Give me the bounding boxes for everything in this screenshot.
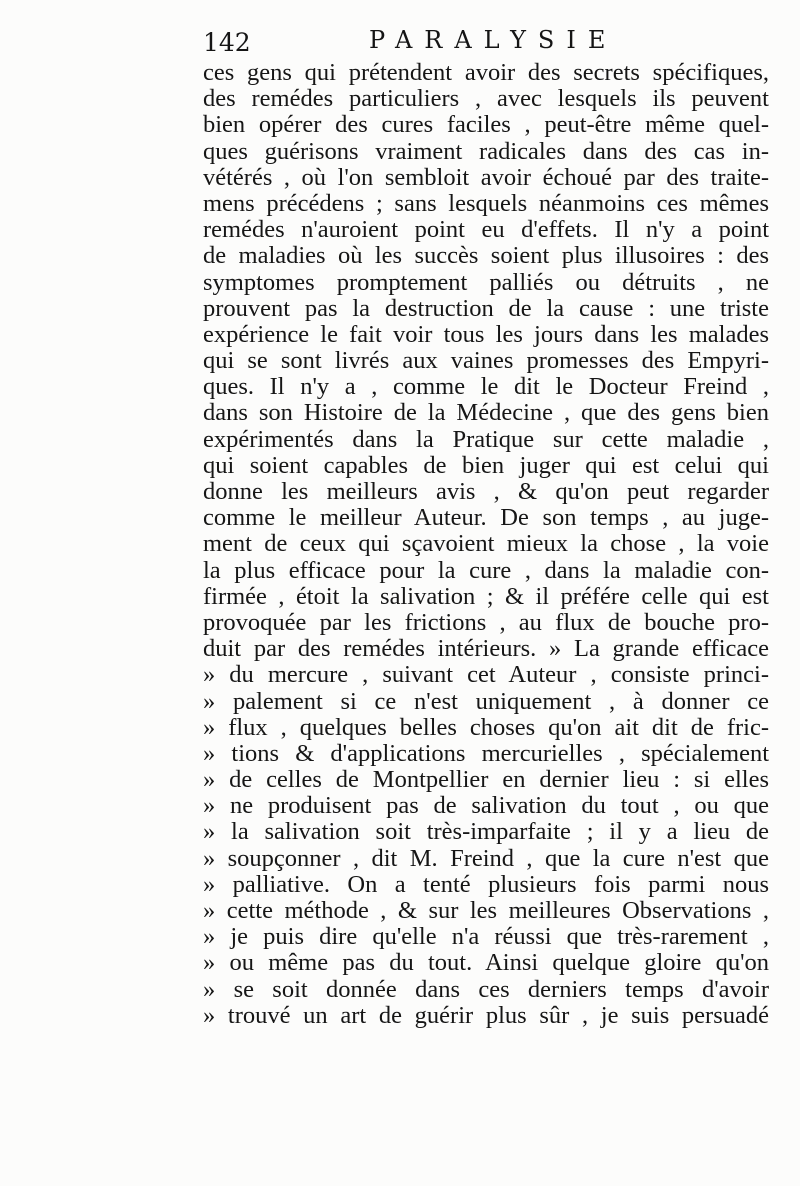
text-line: » soupçonner , dit M. Freind , que la cure n'est que: [203, 844, 769, 872]
text-line: mens précédens ; sans lesquels néanmoins ces mêmes: [203, 189, 769, 217]
text-line: firmée , étoit la salivation ; & il préfére celle qui est: [203, 582, 769, 610]
text-line: » du mercure , suivant cet Auteur , consiste princi-: [203, 661, 769, 689]
text-line: expérience le fait voir tous les jours dans les malades: [203, 320, 769, 348]
text-line: de maladies où les succès soient plus illusoires : des: [203, 242, 769, 270]
text-line: » palliative. On a tenté plusieurs fois parmi nous: [203, 870, 769, 898]
text-line: provoquée par les frictions , au flux de bouche pro-: [203, 608, 769, 636]
body-text: [203, 60, 769, 1029]
text-line: comme le meilleur Auteur. De son temps , au juge-: [203, 504, 769, 532]
text-line: expérimentés dans la Pratique sur cette maladie ,: [203, 425, 769, 453]
text-line: qui se sont livrés aux vaines promesses des Empyri-: [203, 347, 769, 375]
text-line: ques. Il n'y a , comme le dit le Docteur Freind ,: [203, 373, 769, 401]
text-line: » la salivation soit très-imparfaite ; il y a lieu de: [203, 818, 769, 846]
text-line: duit par des remédes intérieurs. » La grande efficace: [203, 635, 769, 663]
text-line: » cette méthode , & sur les meilleures Observations ,: [203, 897, 769, 924]
text-line: ques guérisons vraiment radicales dans des cas in-: [203, 137, 769, 165]
text-line: des remédes particuliers , avec lesquels ils peuvent: [203, 85, 769, 113]
text-line: » ne produisent pas de salivation du tout , ou que: [203, 792, 769, 820]
text-line: » tions & d'applications mercurielles , spécialement: [203, 739, 769, 767]
text-line: qui soient capables de bien juger qui est celui qui: [203, 451, 769, 479]
text-line: remédes n'auroient point eu d'effets. Il n'y a point: [203, 216, 769, 244]
text-line: » flux , quelques belles choses qu'on ait dit de fric-: [203, 713, 769, 741]
text-line: » palement si ce n'est uniquement , à donner ce: [203, 687, 769, 715]
page-header: [203, 24, 763, 60]
text-line: » de celles de Montpellier en dernier lieu : si elles: [203, 766, 769, 794]
text-line: donne les meilleurs avis , & qu'on peut regarder: [203, 478, 769, 505]
text-line: » je puis dire qu'elle n'a réussi que très-rarement ,: [203, 923, 769, 951]
text-line: ment de ceux qui sçavoient mieux la chose , la voie: [203, 530, 769, 558]
text-line: bien opérer des cures faciles , peut-être même quel-: [203, 111, 769, 139]
text-line: vétérés , où l'on sembloit avoir échoué par des traite-: [203, 163, 769, 191]
text-line: » ou même pas du tout. Ainsi quelque gloire qu'on: [203, 949, 769, 977]
text-line: prouvent pas la destruction de la cause : une triste: [203, 294, 769, 322]
text-line: dans son Histoire de la Médecine , que des gens bien: [203, 399, 769, 427]
text-line: » trouvé un art de guérir plus sûr , je suis persuadé: [203, 1001, 769, 1029]
running-head: PARALYSIE: [369, 26, 618, 54]
text-line: ces gens qui prétendent avoir des secrets spécifiques,: [203, 59, 769, 86]
text-line: symptomes promptement palliés ou détruits , ne: [203, 268, 769, 296]
text-line: » se soit donnée dans ces derniers temps d'avoir: [203, 975, 769, 1003]
text-line: la plus efficace pour la cure , dans la maladie con-: [203, 556, 769, 584]
page-number: 142: [203, 28, 251, 57]
